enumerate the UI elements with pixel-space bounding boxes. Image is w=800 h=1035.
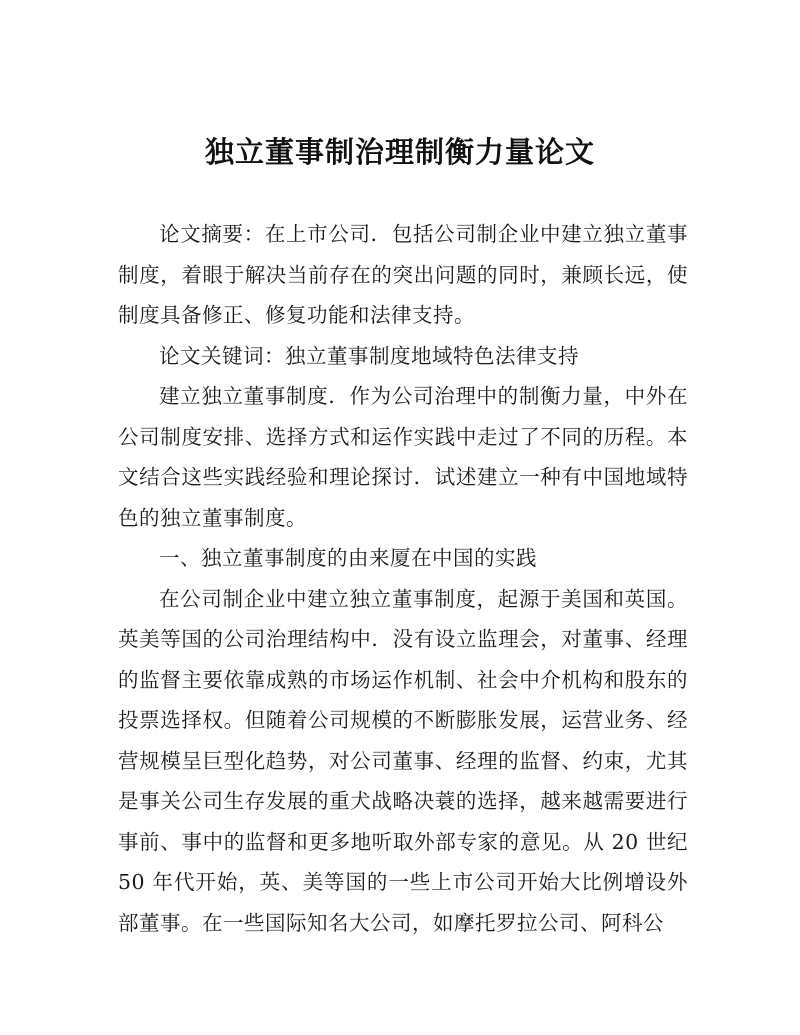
document-body <box>118 214 688 943</box>
intro-paragraph: 建立独立董事制度．作为公司治理中的制衡力量，中外在公司制度安排、选择方式和运作实践中走过了不同的历程。本文结合这些实践经验和理论探讨．试述建立一种有中国地域特色的独立董事制度。 <box>118 384 688 530</box>
document-title: 独立董事制治理制衡力量论文 <box>204 135 595 169</box>
keywords-paragraph: 论文关键词：独立董事制度地域特色法律支持 <box>159 343 579 368</box>
abstract-paragraph: 论文摘要：在上市公司．包括公司制企业中建立独立董事制度，着眼于解决当前存在的突出问题的同时，兼顾长远，使制度具备修正、修复功能和法律支持。 <box>118 222 688 327</box>
section-heading: 一、独立董事制度的由来厦在中国的实践 <box>159 546 537 570</box>
body-paragraph: 在公司制企业中建立独立董事制度，起源于美国和英国。英美等国的公司治理结构中．没有设立监理会，对董事、经理的监督主要依靠成熟的市场运作机制、社会中介机构和股东的投票选择权。但随着公司规模的不断膨胀发展，运营业务、经营规模呈巨型化趋势，对公司董事、经理的监督、约束，尤其是事关公司生存发展的重犬战略决蓑的选择，越来越需要进行事前、事中的监督和更多地听取外部专家的意见。从 20 世纪 50 年代开始，英、美等国的一些上市公司开始大比例增设外部董事。在一些国际知名大公司，如摩托罗拉公司、阿科公 <box>118 586 688 935</box>
